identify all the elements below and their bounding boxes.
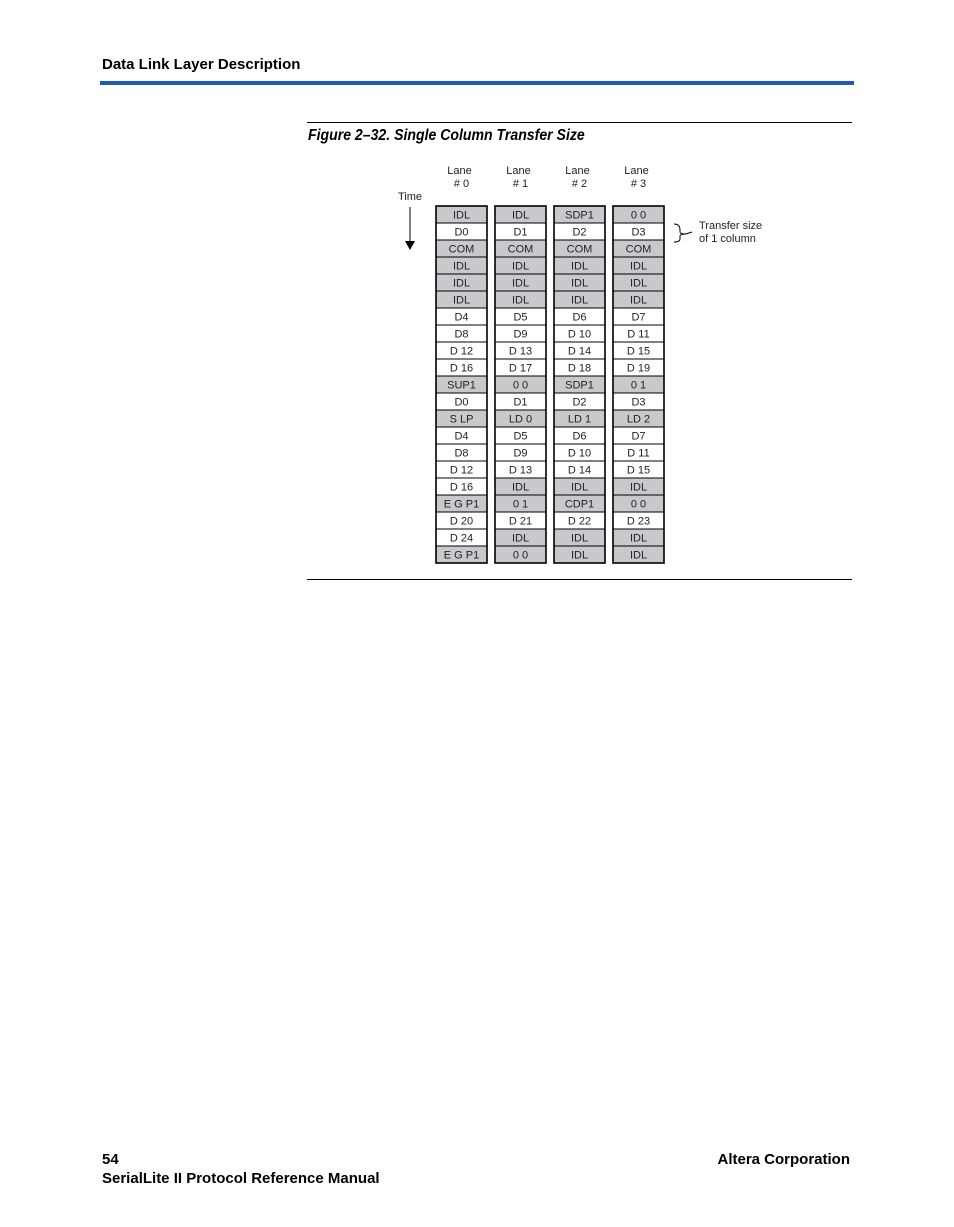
lane-label-top: Lane bbox=[447, 165, 472, 177]
annotation-line-2: of 1 column bbox=[699, 233, 756, 245]
lane-cell-label: 0 1 bbox=[512, 498, 529, 511]
lane-cell-label: IDL bbox=[511, 209, 530, 222]
lane-cell-label: IDL bbox=[452, 209, 471, 222]
lane-label-top: Lane bbox=[565, 165, 590, 177]
lane-cell-label: D7 bbox=[631, 311, 646, 324]
time-arrow-head bbox=[405, 241, 415, 250]
lane-cell-label: IDL bbox=[570, 481, 589, 494]
lane-cell-label: IDL bbox=[452, 277, 471, 290]
lane-cell-label: 0 0 bbox=[512, 549, 529, 562]
lane-label-number: # 0 bbox=[453, 178, 470, 190]
lane-cell-label: IDL bbox=[452, 260, 471, 273]
lane-cell-label: SUP1 bbox=[447, 379, 476, 392]
transfer-size-brace bbox=[674, 224, 686, 242]
lane-column bbox=[495, 206, 546, 563]
lane-cell-label: LD 2 bbox=[626, 413, 651, 426]
lane-cell-label: CDP1 bbox=[564, 498, 595, 511]
lane-cell-label: D6 bbox=[572, 430, 587, 443]
lane-transfer-diagram bbox=[380, 160, 780, 570]
lane-cell-label: D4 bbox=[454, 311, 469, 324]
page-header-title: Data Link Layer Description bbox=[102, 56, 301, 73]
figure-bottom-rule bbox=[307, 579, 852, 580]
header-rule bbox=[100, 81, 854, 85]
lane-cell-label: 0 0 bbox=[512, 379, 529, 392]
lane-cell-label: D 17 bbox=[508, 362, 533, 375]
lane-cell-label: COM bbox=[507, 243, 534, 256]
lane-cell-label: IDL bbox=[511, 277, 530, 290]
lane-cell-label: D 24 bbox=[449, 532, 474, 545]
lane-cell-label: IDL bbox=[570, 260, 589, 273]
footer-right bbox=[717, 1150, 850, 1169]
figure-title: Figure 2–32. Single Column Transfer Size bbox=[308, 127, 585, 144]
lane-cell-label: D5 bbox=[513, 430, 528, 443]
lane-cell-label: D5 bbox=[513, 311, 528, 324]
lane-cell-label: IDL bbox=[629, 260, 648, 273]
lane-columns bbox=[436, 206, 664, 563]
lane-cell-label: SDP1 bbox=[565, 379, 594, 392]
figure-top-rule bbox=[307, 122, 852, 123]
time-label: Time bbox=[398, 191, 423, 203]
lane-cell-label: D9 bbox=[513, 447, 528, 460]
lane-cell-label: IDL bbox=[629, 532, 648, 545]
lane-cell-label: IDL bbox=[570, 532, 589, 545]
lane-cell-label: D 11 bbox=[627, 328, 650, 341]
annotation-line-1: Transfer size bbox=[699, 220, 763, 232]
lane-cell-label: IDL bbox=[511, 294, 530, 307]
lane-cell-label: IDL bbox=[629, 481, 648, 494]
lane-cell-label: D8 bbox=[454, 447, 469, 460]
lane-label-number: # 1 bbox=[512, 178, 529, 190]
lane-cell-label: D8 bbox=[454, 328, 469, 341]
lane-cell-label: LD 1 bbox=[567, 413, 592, 426]
lane-cell-label: LD 0 bbox=[508, 413, 533, 426]
lane-cell-label: IDL bbox=[629, 294, 648, 307]
lane-cell-label: IDL bbox=[511, 260, 530, 273]
lane-cell-label: D 11 bbox=[627, 447, 650, 460]
lane-label-top: Lane bbox=[506, 165, 531, 177]
lane-cell-label: COM bbox=[448, 243, 475, 256]
lane-cell-label: COM bbox=[566, 243, 593, 256]
lane-cell-label: IDL bbox=[629, 277, 648, 290]
lane-cell-label: D0 bbox=[454, 226, 469, 239]
lane-cell-label: D 13 bbox=[508, 345, 533, 358]
lane-cell-label: D7 bbox=[631, 430, 646, 443]
lane-cell-label: D1 bbox=[513, 396, 528, 409]
lane-cell-label: D3 bbox=[631, 226, 646, 239]
lane-cell-label: D9 bbox=[513, 328, 528, 341]
lane-cell-label: D 10 bbox=[567, 328, 592, 341]
lane-cell-label: IDL bbox=[570, 549, 589, 562]
lane-cell-label: IDL bbox=[511, 532, 530, 545]
lane-cell-label: D 12 bbox=[449, 464, 474, 477]
footer-left bbox=[102, 1150, 380, 1188]
lane-cell-label: D 15 bbox=[626, 345, 651, 358]
lane-label-top: Lane bbox=[624, 165, 649, 177]
brace-pointer bbox=[686, 232, 692, 234]
lane-cell-label: E G P1 bbox=[443, 549, 480, 562]
lane-cell-label: 0 0 bbox=[630, 209, 647, 222]
lane-cell-label: D 22 bbox=[567, 515, 592, 528]
lane-cell-label: 0 1 bbox=[630, 379, 647, 392]
lane-cell-label: S LP bbox=[449, 413, 474, 426]
lane-cell-label: D 13 bbox=[508, 464, 533, 477]
lane-cell-label: D 10 bbox=[567, 447, 592, 460]
lane-cell-label: D2 bbox=[572, 396, 587, 409]
lane-column bbox=[436, 206, 487, 563]
lane-cell-label: D0 bbox=[454, 396, 469, 409]
lane-cell-label: D 20 bbox=[449, 515, 474, 528]
lane-column bbox=[554, 206, 605, 563]
lane-cell-label: IDL bbox=[511, 481, 530, 494]
lane-cell-label: D 15 bbox=[626, 464, 651, 477]
lane-cell-label: D1 bbox=[513, 226, 528, 239]
lane-label-number: # 3 bbox=[630, 178, 647, 190]
lane-cell-label: D 14 bbox=[567, 345, 592, 358]
lane-cell-label: D6 bbox=[572, 311, 587, 324]
lane-cell-label: D 16 bbox=[449, 481, 474, 494]
lane-cell-label: D 19 bbox=[626, 362, 651, 375]
lane-cell-label: D3 bbox=[631, 396, 646, 409]
lane-cell-label: SDP1 bbox=[565, 209, 594, 222]
lane-cell-label: D 23 bbox=[626, 515, 651, 528]
lane-cell-label: IDL bbox=[629, 549, 648, 562]
lane-cell-label: D 12 bbox=[449, 345, 474, 358]
lane-cell-label: 0 0 bbox=[630, 498, 647, 511]
lane-labels bbox=[447, 165, 648, 190]
lane-cell-label: D 14 bbox=[567, 464, 592, 477]
lane-cell-label: D4 bbox=[454, 430, 469, 443]
company-name: Altera Corporation bbox=[717, 1151, 850, 1168]
manual-title: SerialLite II Protocol Reference Manual bbox=[102, 1170, 380, 1187]
lane-label-number: # 2 bbox=[571, 178, 588, 190]
lane-cell-label: D 21 bbox=[508, 515, 533, 528]
lane-cell-label: COM bbox=[625, 243, 652, 256]
lane-cell-label: E G P1 bbox=[443, 498, 480, 511]
lane-cell-label: IDL bbox=[452, 294, 471, 307]
lane-cell-label: D 16 bbox=[449, 362, 474, 375]
page-number: 54 bbox=[102, 1151, 119, 1168]
lane-cell-label: IDL bbox=[570, 294, 589, 307]
lane-cell-label: D 18 bbox=[567, 362, 592, 375]
lane-cell-label: IDL bbox=[570, 277, 589, 290]
lane-cell-label: D2 bbox=[572, 226, 587, 239]
lane-column bbox=[613, 206, 664, 563]
